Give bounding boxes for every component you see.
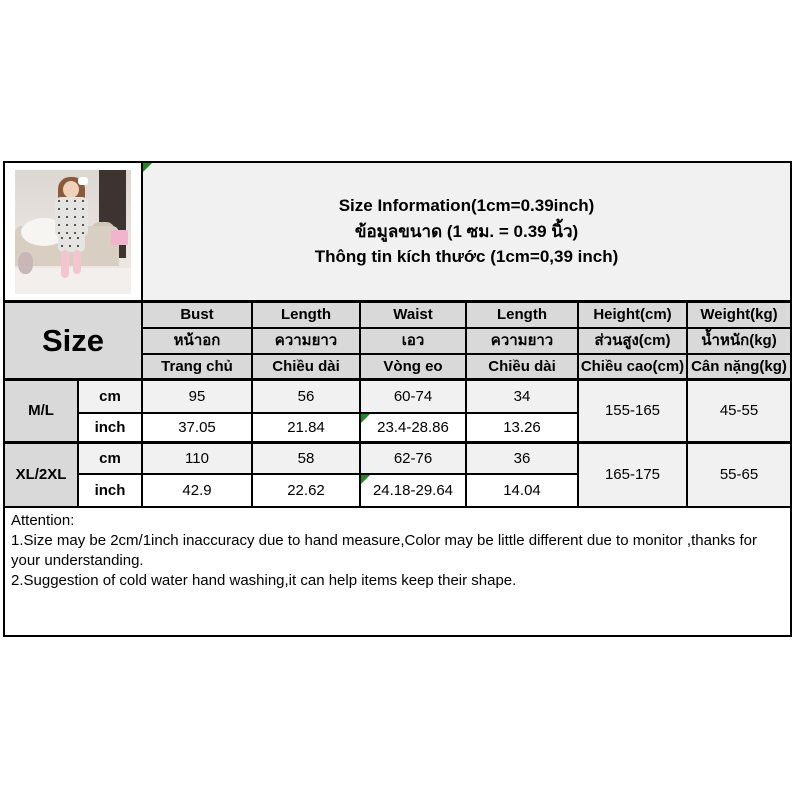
title-english: Size Information(1cm=0.39inch) — [338, 196, 595, 216]
green-corner-flag-icon — [361, 475, 370, 484]
size-information-table — [3, 161, 792, 637]
cell-ml-cm-length2: 34 — [467, 381, 577, 412]
attention-note-1: 1.Size may be 2cm/1inch inaccuracy due to hand measure,Color may be little different due to monitor ,thanks for your understanding. — [11, 532, 757, 569]
header-bust-th: หน้าอก — [143, 329, 251, 353]
cell-ml-inch-waist — [361, 414, 465, 442]
cell-xl-cm-length: 58 — [253, 444, 359, 473]
model-leg-shape — [61, 250, 69, 278]
header-weight-vi: Cân nặng(kg) — [688, 355, 790, 379]
pajama-top-shape — [55, 197, 88, 237]
cell-ml-cm-bust: 95 — [143, 381, 251, 412]
header-weight-th: น้ำหนัก(kg) — [688, 329, 790, 353]
header-length2-en: Length — [467, 303, 577, 327]
unit-label-ml-inch: inch — [79, 414, 141, 442]
unit-label-xl-inch: inch — [79, 475, 141, 506]
unit-label-xl-cm: cm — [79, 444, 141, 473]
header-length-en: Length — [253, 303, 359, 327]
cell-xl-cm-bust: 110 — [143, 444, 251, 473]
attention-title: Attention: — [11, 512, 75, 529]
pajama-shorts-shape — [58, 234, 85, 252]
header-length2-th: ความยาว — [467, 329, 577, 353]
cell-xl-cm-length2: 36 — [467, 444, 577, 473]
header-length-th: ความยาว — [253, 329, 359, 353]
cell-xl-cm-waist: 62-76 — [361, 444, 465, 473]
cell-xl-inch-bust: 42.9 — [143, 475, 251, 506]
size-corner-label: Size — [5, 303, 141, 379]
cell-ml-weight: 45-55 — [688, 381, 790, 442]
size-label-xl2xl: XL/2XL — [5, 444, 77, 506]
model-leg-shape — [73, 250, 81, 274]
cell-xl-inch-length: 22.62 — [253, 475, 359, 506]
cell-ml-cm-length: 56 — [253, 381, 359, 412]
unit-label-ml-cm: cm — [79, 381, 141, 412]
cell-xl-weight: 55-65 — [688, 444, 790, 506]
header-height-th: ส่วนสูง(cm) — [579, 329, 686, 353]
product-photo — [15, 170, 131, 294]
title-cell — [143, 163, 790, 301]
plush-toy-shape — [18, 252, 33, 274]
green-corner-flag-icon — [361, 414, 370, 423]
header-waist-en: Waist — [361, 303, 465, 327]
hair-bow-shape — [78, 177, 88, 185]
cell-xl-height: 165-175 — [579, 444, 686, 506]
green-corner-flag-icon — [143, 163, 152, 172]
cell-ml-height: 155-165 — [579, 381, 686, 442]
cell-value: 23.4-28.86 — [377, 418, 449, 436]
cell-value: 24.18-29.64 — [372, 481, 454, 499]
header-waist-th: เอว — [361, 329, 465, 353]
cell-xl-inch-waist — [361, 475, 465, 506]
size-label-ml: M/L — [5, 381, 77, 442]
product-photo-cell — [5, 163, 141, 301]
header-height-en: Height(cm) — [579, 303, 686, 327]
title-thai: ข้อมูลขนาด (1 ซม. = 0.39 นิ้ว) — [354, 221, 579, 241]
header-length-vi: Chiều dài — [253, 355, 359, 379]
attention-box — [5, 508, 790, 635]
cell-ml-inch-bust: 37.05 — [143, 414, 251, 442]
header-waist-vi: Vòng eo — [361, 355, 465, 379]
title-vietnamese: Thông tin kích thước (1cm=0,39 inch) — [314, 247, 619, 267]
header-bust-vi: Trang chủ — [143, 355, 251, 379]
cell-ml-inch-length2: 13.26 — [467, 414, 577, 442]
attention-note-2: 2.Suggestion of cold water hand washing,it can help items keep their shape. — [11, 572, 517, 589]
header-height-vi: Chiều cao(cm) — [579, 355, 686, 379]
header-length2-vi: Chiều dài — [467, 355, 577, 379]
header-bust-en: Bust — [143, 303, 251, 327]
cell-xl-inch-length2: 14.04 — [467, 475, 577, 506]
header-weight-en: Weight(kg) — [688, 303, 790, 327]
cell-ml-inch-length: 21.84 — [253, 414, 359, 442]
model-head-shape — [63, 181, 79, 198]
cell-ml-cm-waist: 60-74 — [361, 381, 465, 412]
basket-shape — [111, 230, 128, 245]
